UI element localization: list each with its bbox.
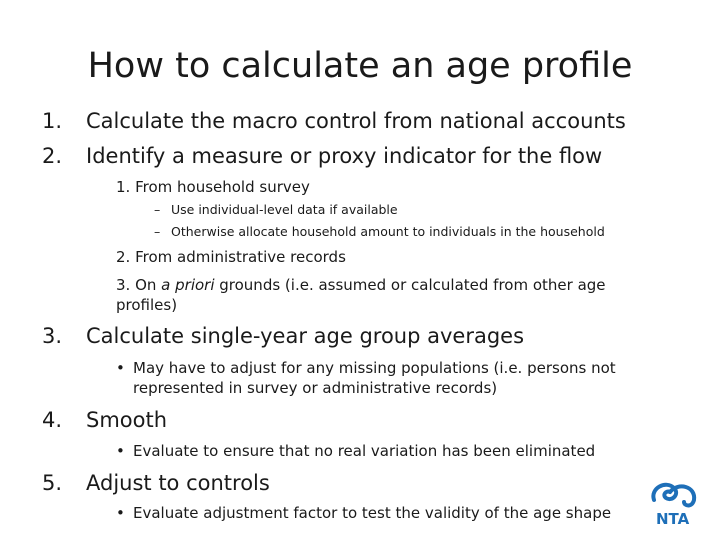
step-5 <box>42 469 682 497</box>
source-household-sub-1 <box>154 201 674 219</box>
nta-logo-text: NTA <box>656 510 690 528</box>
source-household-sub-2 <box>154 223 674 241</box>
bullet-marker: • <box>116 504 125 522</box>
source-household: 1. From household survey <box>116 178 310 196</box>
nta-logo <box>640 478 708 528</box>
step-text: Calculate the macro control from national accounts <box>86 109 626 133</box>
step-number: 3. <box>42 324 63 348</box>
step-3-bullet <box>116 358 696 400</box>
bullet-text: Evaluate to ensure that no real variation has been eliminated <box>133 442 596 460</box>
step-2 <box>42 142 682 170</box>
source-apriori-line1 <box>116 275 606 295</box>
bullet-text-line2: represented in survey or administrative records) <box>133 379 498 397</box>
step-number: 1. <box>42 109 63 133</box>
sub-item-text: Use individual-level data if available <box>171 202 398 217</box>
step-text: Adjust to controls <box>86 471 270 495</box>
bullet-marker: • <box>116 442 125 460</box>
step-4-bullet <box>116 441 696 461</box>
step-5-bullet <box>116 503 656 523</box>
step-text: Calculate single-year age group averages <box>86 324 525 348</box>
step-3 <box>42 322 682 350</box>
step-number: 5. <box>42 471 63 495</box>
step-text: Identify a measure or proxy indicator for the flow <box>86 144 603 168</box>
source-apriori-pre: 3. On <box>116 276 162 294</box>
source-apriori-post: grounds (i.e. assumed or calculated from other age <box>214 276 606 294</box>
step-number: 2. <box>42 144 63 168</box>
source-admin: 2. From administrative records <box>116 248 346 266</box>
source-apriori-em: a priori <box>161 276 215 294</box>
dash-marker: – <box>154 224 161 239</box>
bullet-text-line1: May have to adjust for any missing populations (i.e. persons not <box>133 359 616 377</box>
nta-logo-graphic <box>640 478 708 528</box>
step-text: Smooth <box>86 408 168 432</box>
slide-title: How to calculate an age profile <box>87 46 633 86</box>
step-4 <box>42 406 682 434</box>
dash-marker: – <box>154 202 161 217</box>
bullet-marker: • <box>116 359 125 377</box>
bullet-text: Evaluate adjustment factor to test the validity of the age shape <box>133 504 612 522</box>
step-number: 4. <box>42 408 63 432</box>
source-apriori-line2: profiles) <box>116 296 178 314</box>
step-1 <box>42 107 682 135</box>
sub-item-text: Otherwise allocate household amount to individuals in the household <box>171 224 605 239</box>
